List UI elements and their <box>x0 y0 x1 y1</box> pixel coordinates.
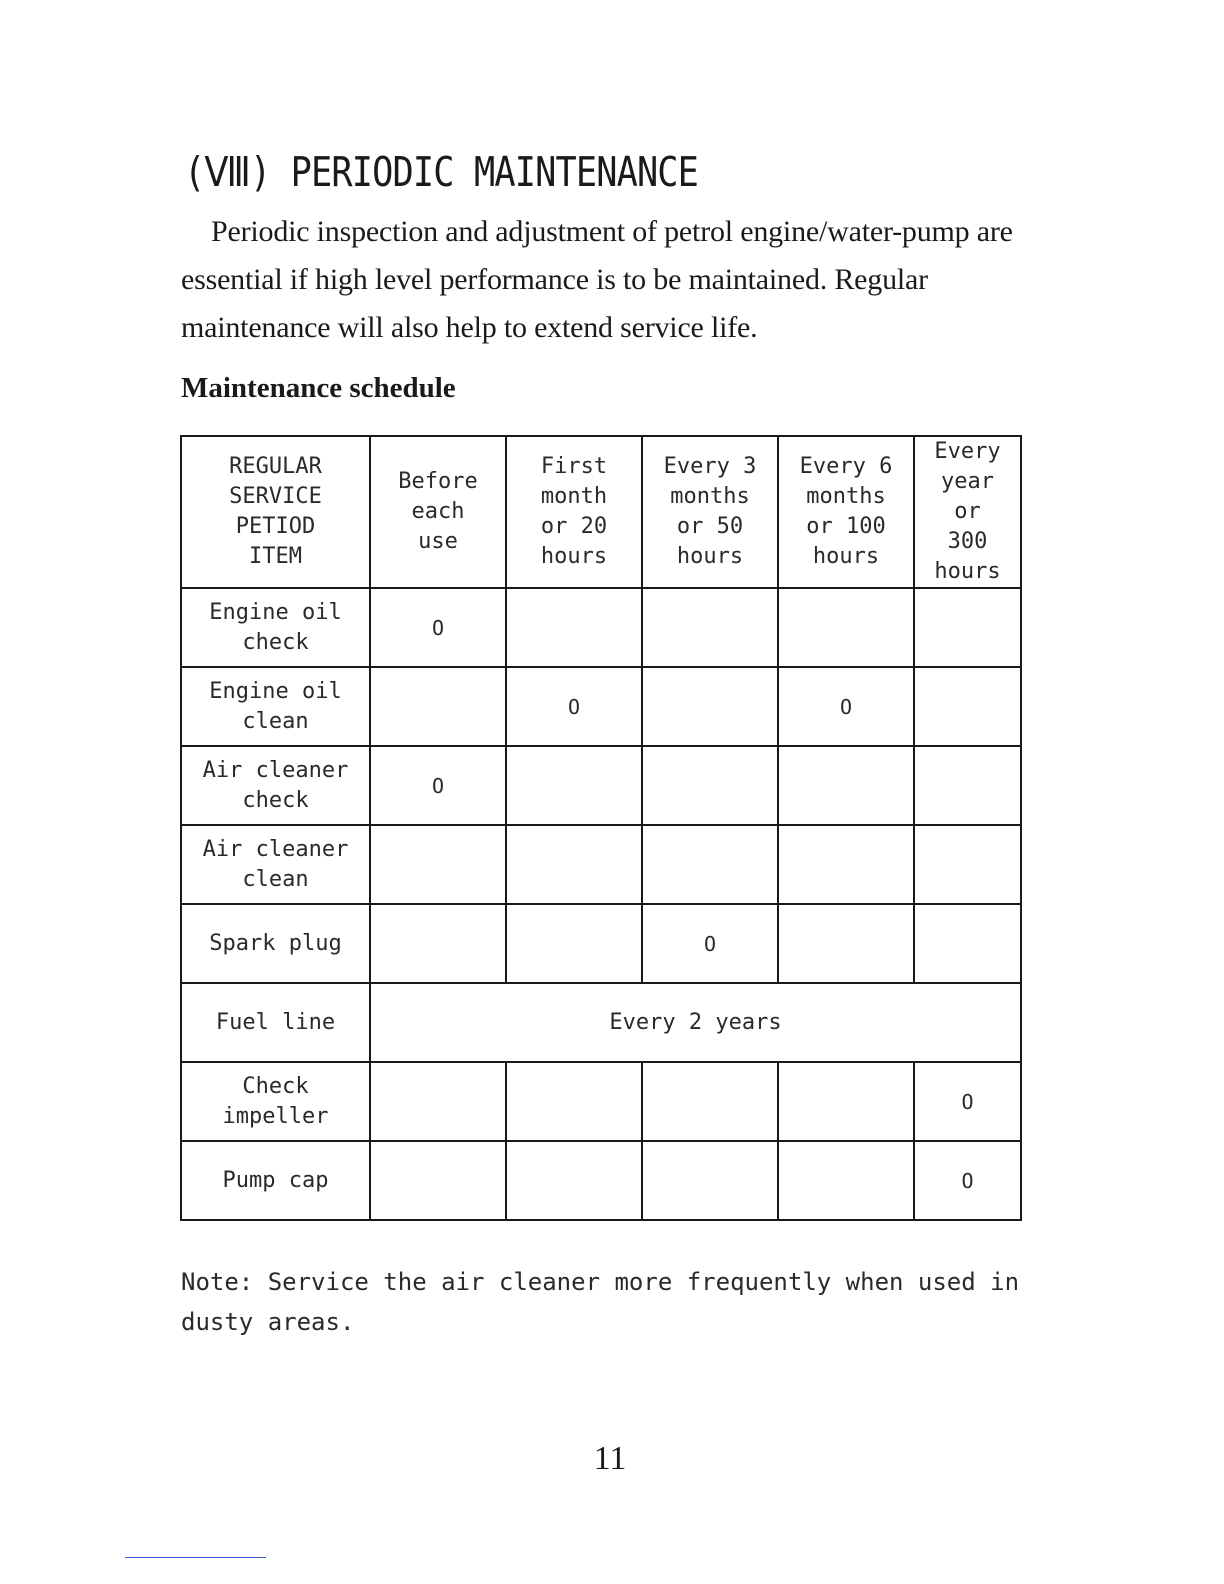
empty-cell <box>370 667 506 746</box>
row-item-cell: Pump cap <box>181 1141 370 1220</box>
table-header-row <box>181 436 1021 588</box>
empty-cell <box>506 1062 642 1141</box>
empty-cell <box>642 667 778 746</box>
row-item-cell: Engine oil clean <box>181 667 370 746</box>
empty-cell <box>642 588 778 667</box>
empty-cell <box>778 1062 914 1141</box>
header-cell-every-6-months: Every 6 months or 100 hours <box>778 436 914 588</box>
header-cell-every-3-months: Every 3 months or 50 hours <box>642 436 778 588</box>
service-note: Note: Service the air cleaner more frequently when used in dusty areas. <box>181 1268 1034 1336</box>
empty-cell <box>778 904 914 983</box>
service-mark-cell: O <box>370 588 506 667</box>
table-row <box>181 667 1021 746</box>
page-number: 11 <box>593 1440 627 1477</box>
table-row <box>181 825 1021 904</box>
row-item-cell: Spark plug <box>181 904 370 983</box>
row-item-cell: Air cleaner check <box>181 746 370 825</box>
page-title: (Ⅷ) PERIODIC MAINTENANCE <box>184 148 699 196</box>
service-mark-cell: O <box>914 1062 1021 1141</box>
section-subheading: Maintenance schedule <box>181 372 456 404</box>
header-cell-item: REGULAR SERVICE PETIOD ITEM <box>181 436 370 588</box>
table-row <box>181 904 1021 983</box>
table-row <box>181 1062 1021 1141</box>
row-item-cell: Fuel line <box>181 983 370 1062</box>
empty-cell <box>370 825 506 904</box>
empty-cell <box>778 746 914 825</box>
service-mark-cell: O <box>506 667 642 746</box>
footer-rule <box>125 1557 266 1558</box>
header-cell-before-each-use: Before each use <box>370 436 506 588</box>
table-row <box>181 746 1021 825</box>
empty-cell <box>370 1062 506 1141</box>
empty-cell <box>778 825 914 904</box>
empty-cell <box>914 588 1021 667</box>
service-mark-cell: O <box>642 904 778 983</box>
empty-cell <box>914 667 1021 746</box>
empty-cell <box>642 1062 778 1141</box>
empty-cell <box>642 1141 778 1220</box>
service-mark-cell: O <box>914 1141 1021 1220</box>
intro-paragraph: Periodic inspection and adjustment of petrol engine/water-pump are essential if high level performance is to be maintained. Regular maintenance will also help to extend service life. <box>181 215 1013 344</box>
row-item-cell: Check impeller <box>181 1062 370 1141</box>
interval-span-cell: Every 2 years <box>370 983 1021 1062</box>
table-row <box>181 1141 1021 1220</box>
empty-cell <box>506 1141 642 1220</box>
empty-cell <box>506 588 642 667</box>
empty-cell <box>778 1141 914 1220</box>
maintenance-schedule-table <box>180 435 1022 1221</box>
empty-cell <box>914 904 1021 983</box>
header-cell-every-year: Every year or 300 hours <box>914 436 1021 588</box>
empty-cell <box>506 904 642 983</box>
table-row <box>181 983 1021 1062</box>
header-cell-first-month: First month or 20 hours <box>506 436 642 588</box>
empty-cell <box>642 825 778 904</box>
empty-cell <box>914 825 1021 904</box>
row-item-cell: Air cleaner clean <box>181 825 370 904</box>
empty-cell <box>914 746 1021 825</box>
empty-cell <box>370 904 506 983</box>
row-item-cell: Engine oil check <box>181 588 370 667</box>
service-mark-cell: O <box>778 667 914 746</box>
empty-cell <box>642 746 778 825</box>
empty-cell <box>778 588 914 667</box>
empty-cell <box>370 1141 506 1220</box>
empty-cell <box>506 825 642 904</box>
table-row <box>181 588 1021 667</box>
service-mark-cell: O <box>370 746 506 825</box>
empty-cell <box>506 746 642 825</box>
